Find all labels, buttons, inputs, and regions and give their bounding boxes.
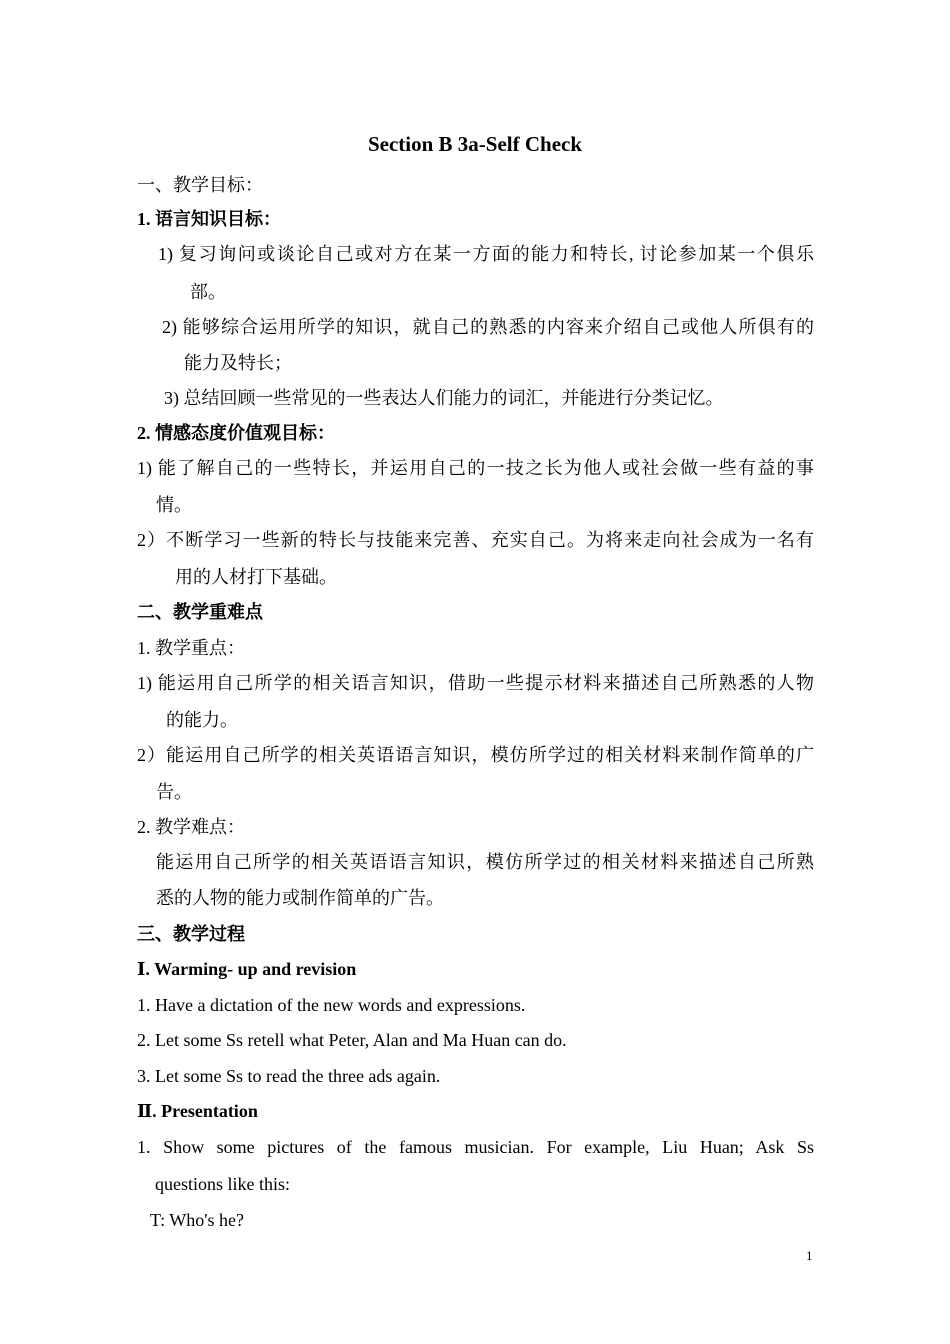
objective-item-1-line-1: 1) 复习询问或谈论自己或对方在某一方面的能力和特长, 讨论参加某一个俱乐 bbox=[158, 244, 814, 264]
subheading-key-points: 1. 教学重点： bbox=[137, 638, 245, 658]
emotion-item-1-line-1: 1) 能了解自己的一些特长，并运用自己的一技之长为他人或社会做一些有益的事 bbox=[137, 458, 814, 478]
step-heading-warming-up: Ⅰ. Warming- up and revision bbox=[137, 959, 357, 979]
warming-item-1: 1. Have a dictation of the new words and expressions. bbox=[137, 995, 526, 1015]
step-heading-presentation: Ⅱ. Presentation bbox=[137, 1101, 258, 1121]
objective-item-1-line-2: 部。 bbox=[190, 282, 226, 302]
subheading-emotion-objectives: 2. 情感态度价值观目标： bbox=[137, 423, 335, 443]
key-point-2-line-2: 告。 bbox=[156, 782, 192, 802]
objective-item-2-line-2: 能力及特长； bbox=[184, 353, 292, 373]
objective-item-3: 3) 总结回顾一些常见的一些表达人们能力的词汇，并能进行分类记忆。 bbox=[164, 388, 724, 408]
presentation-item-1-line-1: 1. Show some pictures of the famous musician. For example, Liu Huan; Ask Ss bbox=[137, 1137, 814, 1157]
key-point-1-line-2: 的能力。 bbox=[166, 710, 238, 730]
difficulty-line-2: 悉的人物的能力或制作简单的广告。 bbox=[156, 888, 444, 908]
dialog-line-1: T: Who's he? bbox=[150, 1210, 244, 1230]
document-title: Section B 3a-Self Check bbox=[367, 132, 583, 156]
section-heading-key-points: 二、教学重难点 bbox=[137, 602, 263, 622]
subheading-language-objectives: 1. 语言知识目标： bbox=[137, 209, 281, 229]
key-point-2-line-1: 2）能运用自己所学的相关英语语言知识，模仿所学过的相关材料来制作简单的广 bbox=[137, 745, 814, 765]
emotion-item-2-line-2: 用的人材打下基础。 bbox=[175, 567, 337, 587]
page-number: 1 bbox=[806, 1248, 813, 1263]
section-heading-process: 三、教学过程 bbox=[137, 924, 245, 944]
objective-item-2-line-1: 2) 能够综合运用所学的知识，就自己的熟悉的内容来介绍自己或他人所俱有的 bbox=[162, 317, 814, 337]
warming-item-2: 2. Let some Ss retell what Peter, Alan and Ma Huan can do. bbox=[137, 1030, 567, 1050]
key-point-1-line-1: 1) 能运用自己所学的相关语言知识，借助一些提示材料来描述自己所熟悉的人物 bbox=[137, 673, 814, 693]
emotion-item-1-line-2: 情。 bbox=[156, 495, 192, 515]
warming-item-3: 3. Let some Ss to read the three ads again. bbox=[137, 1066, 441, 1086]
section-heading-objectives: 一、教学目标： bbox=[137, 175, 263, 195]
emotion-item-2-line-1: 2）不断学习一些新的特长与技能来完善、充实自己。为将来走向社会成为一名有 bbox=[137, 530, 814, 550]
presentation-item-1-line-2: questions like this: bbox=[155, 1174, 290, 1194]
subheading-difficulties: 2. 教学难点： bbox=[137, 817, 245, 837]
difficulty-line-1: 能运用自己所学的相关英语语言知识，模仿所学过的相关材料来描述自己所熟 bbox=[156, 852, 814, 872]
